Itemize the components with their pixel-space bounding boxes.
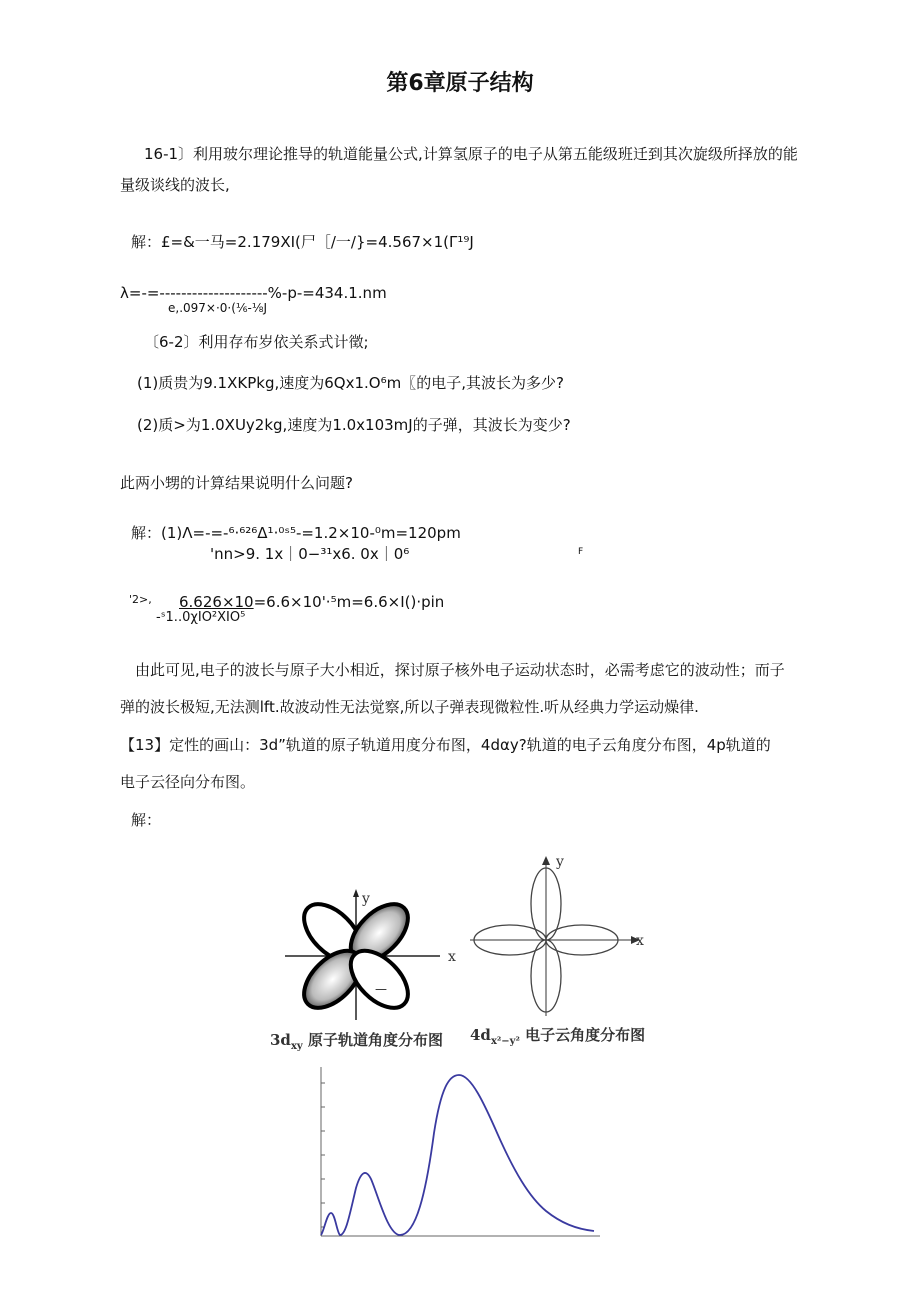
- page-title: 第6章原子结构: [386, 71, 534, 96]
- minus-sign: —: [375, 982, 387, 996]
- solution-6-1-denominator: e,.097×·0·(⅙-⅛J: [168, 301, 268, 315]
- dx2y2-cloud-figure: [462, 848, 652, 1023]
- solution-6-2-line1: 解：(1)Λ=-=-⁶·⁶²⁶Δ¹·⁰ˢ⁵-=1.2×10-⁰m=120pm: [131, 524, 461, 542]
- radial-curve: [321, 1075, 594, 1235]
- solution-6-3: 解：: [131, 811, 162, 829]
- dxy-orbital-figure: [265, 885, 460, 1025]
- radial-distribution-figure: [316, 1063, 602, 1245]
- solution-6-2-result: =6.6×10'·⁵m=6.6×I()·pin: [253, 593, 445, 611]
- problem-6-3-line1: 【13】定性的画山：3d”轨道的原子轨道用度分布图，4dαy?轨道的电子云角度分布图，4p轨道的: [120, 736, 771, 754]
- conclusion-line1: 由此可见,电子的波长与原子大小相近，探讨原子核外电子运动状态时，必需考虑它的波动性；而子: [135, 661, 785, 679]
- solution-6-2-numerator: 6.626×10: [179, 593, 254, 611]
- solution-6-2-mark-f: F: [578, 547, 584, 557]
- x-axis-label: x: [636, 933, 644, 949]
- y-axis-label: y: [556, 854, 564, 870]
- problem-6-2-part1: (1)质贵为9.1XKPkg,速度为6Qx1.O⁶m〖的电子,其波长为多少?: [137, 374, 564, 392]
- problem-6-2-title: 〔6-2〕利用存布岁依关系式计徵;: [144, 333, 369, 351]
- solution-6-1-energy: 解：£=&一马=2.179XI(尸［/一/}=4.567×1(Γ¹⁹J: [131, 233, 474, 251]
- y-axis-label: y: [362, 891, 370, 907]
- x-axis-label: x: [448, 949, 456, 965]
- problem-6-1-line2: 量级谈线的波长,: [120, 176, 230, 194]
- problem-6-1-line1: 16-1〕利用玻尔理论推导的轨道能量公式,计算氢原子的电子从第五能级班迁到其次旋级所择放的能: [144, 145, 798, 163]
- problem-6-3-line2: 电子云径向分布图。: [120, 773, 256, 791]
- problem-6-2-part2: (2)质>为1.0XUy2kg,速度为1.0x103mJ的子弹，其波长为变少?: [137, 416, 571, 434]
- solution-6-2-mark: '2>,: [129, 593, 152, 606]
- solution-6-1-lambda: λ=-=--------------------%-p-=434.1.nm: [120, 284, 387, 302]
- dxy-caption: $3d_{xy}$ 原子轨道角度分布图: [270, 1031, 443, 1052]
- dx2y2-caption: $4d_{x^2-y^2}$ 电子云角度分布图: [470, 1026, 646, 1047]
- solution-6-2-denominator: -ˢ1..0χIO²XIO⁵: [156, 610, 246, 625]
- problem-6-2-question: 此两小甥的计算结果说明什么问题?: [120, 474, 353, 492]
- conclusion-line2: 弹的波长极短,无法测lft.故波动性无法觉察,所以子弹表现微粒性.听从经典力学运动燥律.: [120, 698, 699, 716]
- solution-6-2-line2: 'nn>9. 1x｜0−³¹x6. 0x｜0⁶: [210, 545, 410, 563]
